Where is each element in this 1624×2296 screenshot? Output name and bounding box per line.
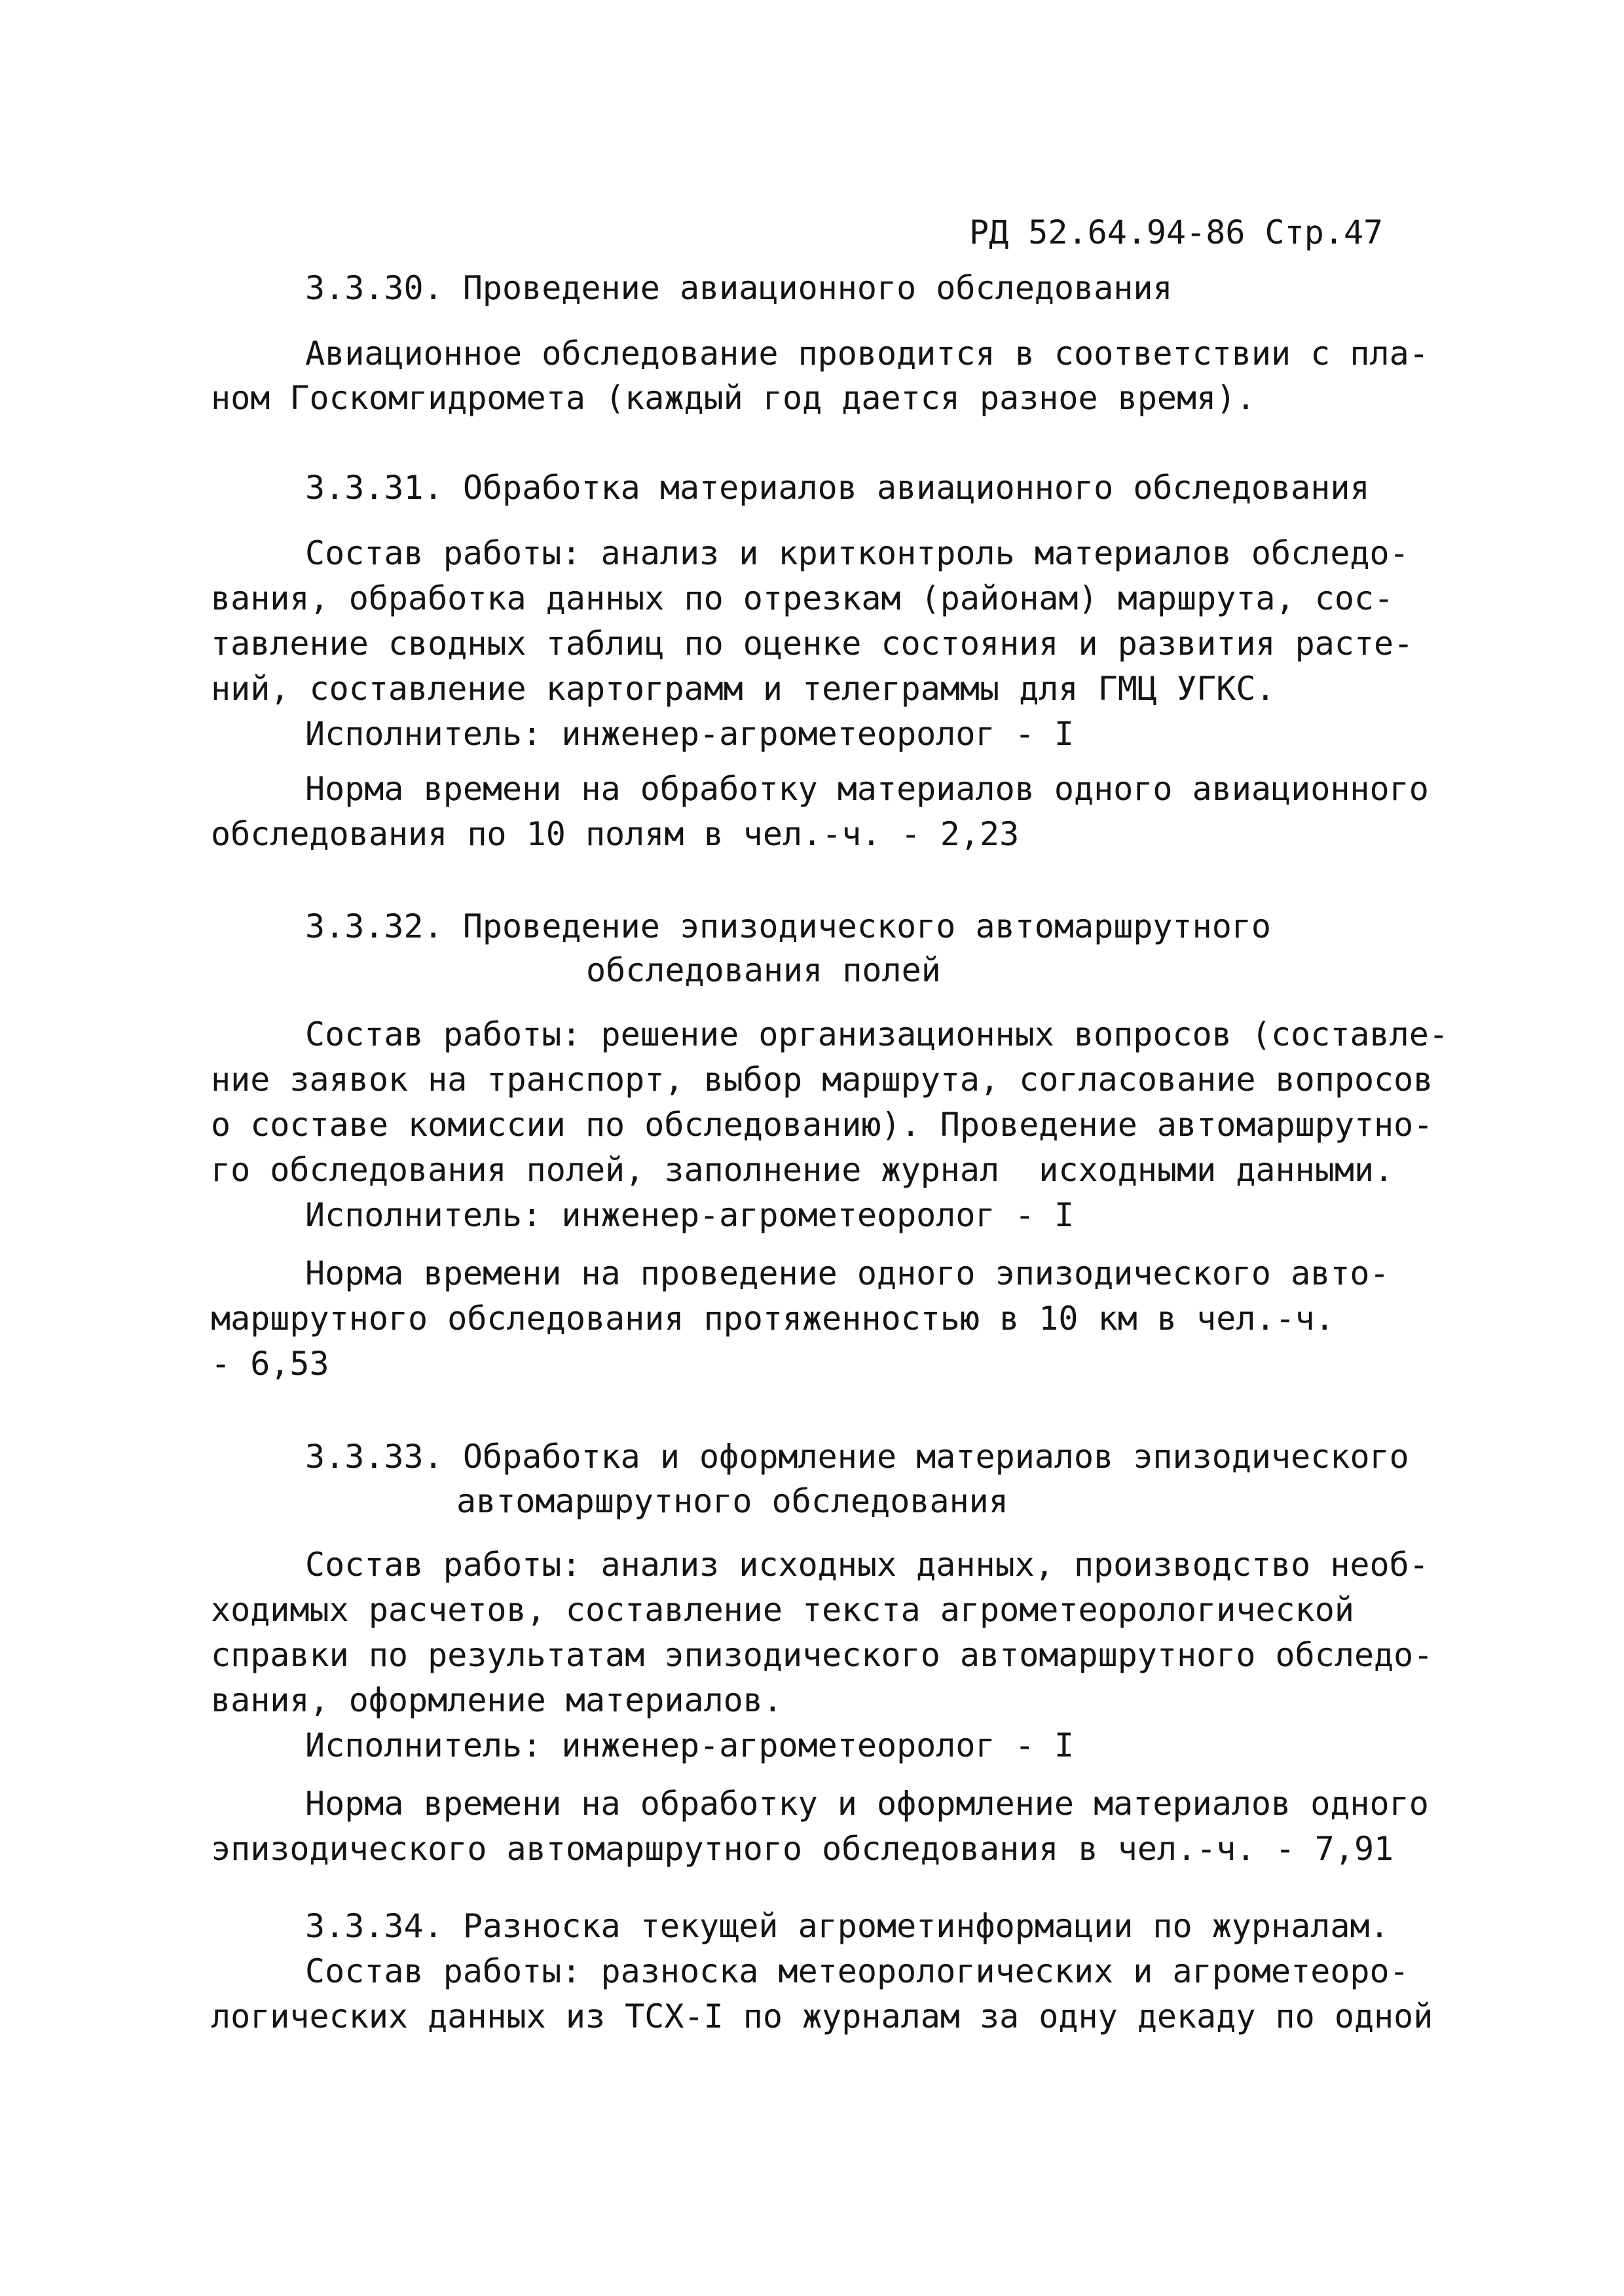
- section-number: 3.3.32.: [305, 907, 443, 945]
- norm-line: Норма времени на обработку и оформление материалов одного: [305, 1785, 1429, 1823]
- composition-line: тавление сводных таблиц по оценке состояния и развития расте-: [211, 625, 1414, 663]
- section-title: Обработка материалов авиационного обследования: [462, 469, 1370, 507]
- executor-line: Исполнитель: инженер-агрометеоролог - I: [305, 1726, 1074, 1764]
- composition-line: логических данных из ТСХ-I по журналам за одну декаду по одной: [211, 1997, 1433, 2035]
- composition-line: вания, обработка данных по отрезкам (районам) маршрута, сос-: [211, 579, 1394, 617]
- composition-line: вания, оформление материалов.: [211, 1681, 783, 1719]
- composition-line: справки по результатам эпизодического автомаршрутного обследо-: [211, 1636, 1433, 1674]
- composition-line: ние заявок на транспорт, выбор маршрута, согласование вопросов: [211, 1061, 1433, 1099]
- section-title-continuation: автомаршрутного обследования: [456, 1482, 1008, 1520]
- section-number: 3.3.33.: [305, 1438, 443, 1476]
- section-number: 3.3.34.: [305, 1907, 443, 1945]
- executor-line: Исполнитель: инженер-агрометеоролог - I: [305, 1196, 1074, 1234]
- norm-line: Норма времени на проведение одного эпизодического авто-: [305, 1254, 1390, 1292]
- composition-line: Состав работы: анализ исходных данных, производство необ-: [305, 1546, 1429, 1584]
- section-title-continuation: обследования полей: [586, 951, 941, 989]
- page-header-reference: РД 52.64.94-86 Стр.47: [969, 213, 1384, 251]
- norm-line: обследования по 10 полям в чел.-ч. - 2,23: [211, 815, 1020, 853]
- composition-line: Состав работы: разноска метеорологических и агрометеоро-: [305, 1952, 1409, 1990]
- section-3-3-33-heading: [305, 1437, 1409, 1476]
- composition-line: го обследования полей, заполнение журнал исходными данными.: [211, 1151, 1394, 1189]
- composition-line: Состав работы: анализ и критконтроль материалов обследо-: [305, 534, 1409, 572]
- paragraph-line: Авиационное обследование проводится в соответствии с пла-: [305, 335, 1429, 373]
- paragraph-line: ном Госкомгидромета (каждый год дается разное время).: [211, 379, 1256, 417]
- norm-line: эпизодического автомаршрутного обследования в чел.-ч. - 7,91: [211, 1830, 1394, 1868]
- norm-line: Норма времени на обработку материалов одного авиационного: [305, 770, 1429, 808]
- section-3-3-34-heading: [305, 1906, 1390, 1946]
- section-3-3-32-heading: [305, 907, 1271, 946]
- norm-line: - 6,53: [211, 1345, 329, 1383]
- section-title: Обработка и оформление материалов эпизодического: [462, 1438, 1409, 1476]
- section-3-3-30-heading: [305, 268, 1173, 308]
- section-3-3-31-heading: [305, 468, 1370, 507]
- composition-line: о составе комиссии по обследованию). Проведение автомаршрутно-: [211, 1106, 1433, 1144]
- section-title: Проведение авиационного обследования: [462, 269, 1173, 307]
- section-number: 3.3.30.: [305, 269, 443, 307]
- section-title: Проведение эпизодического автомаршрутного: [462, 907, 1272, 945]
- norm-line: маршрутного обследования протяженностью в 10 км в чел.-ч.: [211, 1300, 1335, 1338]
- executor-line: Исполнитель: инженер-агрометеоролог - I: [305, 715, 1074, 753]
- composition-line: ходимых расчетов, составление текста агрометеорологической: [211, 1591, 1354, 1629]
- composition-line: ний, составление картограмм и телеграммы для ГМЦ УГКС.: [211, 670, 1276, 708]
- section-number: 3.3.31.: [305, 469, 443, 507]
- composition-line: Состав работы: решение организационных вопросов (составле-: [305, 1015, 1449, 1053]
- section-title: Разноска текущей агрометинформации по журналам.: [462, 1907, 1390, 1945]
